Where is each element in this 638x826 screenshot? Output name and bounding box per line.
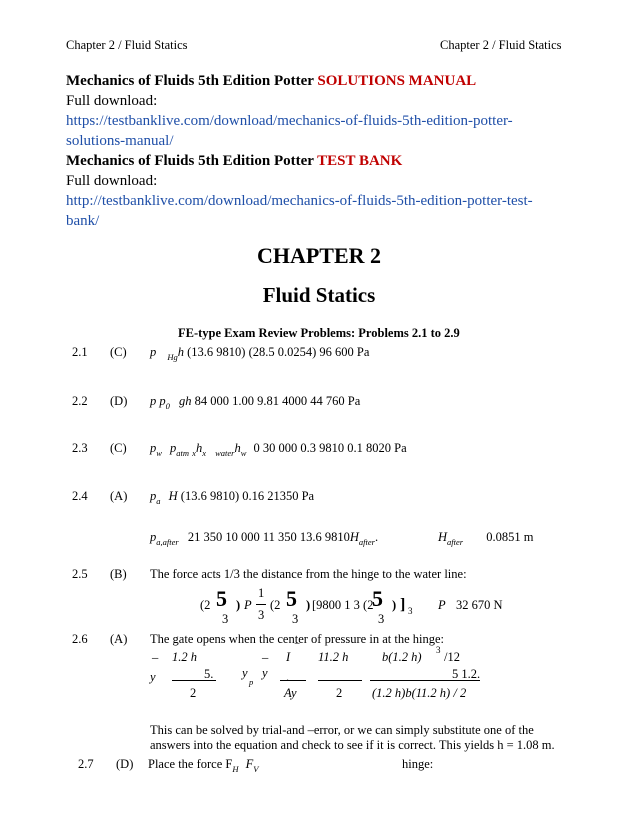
problem-number: 2.3 bbox=[72, 441, 88, 455]
problem-text: Place the force $F_H$ $F_V$ bbox=[148, 757, 259, 774]
paragraph-line-1: This can be solved by trial-and –error, or we can simply substitute one of the bbox=[150, 723, 534, 737]
solutions-link-part2[interactable]: solutions-manual/ bbox=[66, 133, 174, 149]
problem-number: 2.7 bbox=[78, 757, 94, 771]
testbank-title-line bbox=[66, 151, 566, 171]
chapter-title: Fluid Statics bbox=[262, 283, 376, 307]
full-download-label-2: Full download: bbox=[66, 173, 158, 189]
problem-number: 2.4 bbox=[72, 489, 88, 503]
answer-letter: (D) bbox=[110, 394, 128, 408]
solutions-title-line bbox=[66, 71, 566, 91]
answer-letter: (A) bbox=[110, 632, 128, 646]
equation: p $_{Hg}$h (13.6 9810) (28.5 0.0254) 96 600 Pa bbox=[150, 345, 370, 362]
running-header-right: Chapter 2 / Fluid Statics bbox=[440, 38, 562, 52]
problem-number: 2.6 bbox=[72, 632, 88, 646]
equation-after: $p_{a,after}$ 21 350 10 000 11 350 13.6 $9810H_{after}$. bbox=[150, 530, 379, 547]
testbank-title: Mechanics of Fluids 5th Edition Potter bbox=[66, 153, 318, 169]
answer-letter: (C) bbox=[110, 345, 127, 359]
problem-text: The gate opens when the center of pressure in at the hinge: bbox=[150, 632, 444, 646]
full-download-label-1: Full download: bbox=[66, 93, 158, 109]
running-header-left: Chapter 2 / Fluid Statics bbox=[66, 38, 188, 52]
equation: $p_a$ H (13.6 9810) 0.16 21350 Pa bbox=[150, 489, 315, 506]
chapter-number: CHAPTER 2 bbox=[256, 243, 382, 268]
answer-letter: (C) bbox=[110, 441, 127, 455]
paragraph-line-2: answers into the equation and check to see if it is correct. This yields h = 1.08 m. bbox=[150, 738, 555, 752]
answer-letter: (B) bbox=[110, 567, 127, 581]
solutions-manual-label: SOLUTIONS MANUAL bbox=[317, 73, 477, 89]
problem-number: 2.2 bbox=[72, 394, 88, 408]
equation: p $p_0$ gh 84 000 1.00 9.81 4000 44 760 Pa bbox=[150, 394, 361, 411]
center-of-pressure-equation: _ 1.2 h _ I ‾ 11.2 h b(1.2 h) 3 /12 y 5. 2 y $_p$ y . Ay 2 5 1.2. (1.2 h)b(11.2 h) / 2 bbox=[150, 642, 481, 700]
solutions-link-part1[interactable]: https://testbanklive.com/download/mechanics-of-fluids-5th-edition-potter- bbox=[66, 113, 513, 129]
test-bank-label: TEST BANK bbox=[317, 153, 403, 169]
hinge-label: hinge: bbox=[402, 757, 434, 771]
equation: $p_w$ $p_{atm}$ $_xh_x$ $_{water}h_w$ 0 30 000 0.3 9810 0.1 8020 Pa bbox=[150, 441, 407, 458]
problem-number: 2.5 bbox=[72, 567, 88, 581]
problem-number: 2.1 bbox=[72, 345, 88, 359]
equation-result: $H_{after}$ 0.0851 m bbox=[438, 530, 534, 547]
download-block bbox=[66, 71, 566, 231]
problem-text: The force acts 1/3 the distance from the hinge to the water line: bbox=[150, 567, 467, 581]
answer-letter: (A) bbox=[110, 489, 128, 503]
testbank-link-part1[interactable]: http://testbanklive.com/download/mechanics-of-fluids-5th-edition-potter-test- bbox=[66, 193, 533, 209]
solutions-title: Mechanics of Fluids 5th Edition Potter bbox=[66, 73, 318, 89]
section-title: FE-type Exam Review Problems: Problems 2.1 to 2.9 bbox=[178, 326, 460, 340]
moment-equation: (2 5 ) 3 P 1 3 (2 5 ) 3 [9800 1 3 (2 5 ) 3 ] 3 P 32 670 N bbox=[200, 586, 503, 626]
answer-letter: (D) bbox=[116, 757, 134, 771]
testbank-link-part2[interactable]: bank/ bbox=[66, 213, 100, 229]
